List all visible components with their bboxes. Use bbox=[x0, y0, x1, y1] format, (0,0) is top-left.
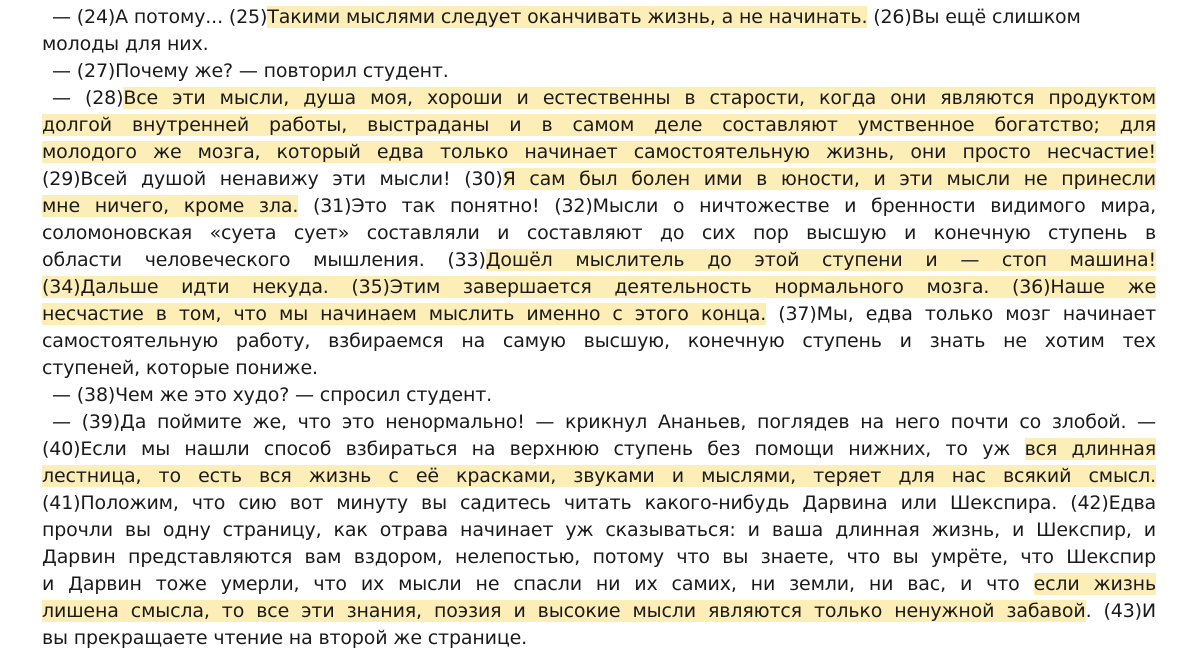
text-segment: области человеческого мышления. (33) bbox=[42, 249, 486, 271]
text-segment: — (27)Почему же? — повторил студент. bbox=[52, 60, 449, 82]
highlighted-text: несчастие в том, что мы начинаем мыслить именно с этого конца. bbox=[42, 303, 767, 325]
text-segment: вы прекращаете чтение на второй же странице. bbox=[42, 627, 528, 649]
highlighted-text: молодого же мозга, который едва только начинает самостоятельную жизнь, они просто несчастие! bbox=[42, 141, 1156, 163]
text-line bbox=[42, 139, 1156, 166]
highlighted-text: мне ничего, кроме зла. bbox=[42, 195, 299, 217]
highlighted-text: долгой внутренней работы, выстраданы и в самом деле составляют умственное богатство; для bbox=[42, 114, 1156, 136]
text-line bbox=[42, 112, 1156, 139]
highlighted-text: Все эти мысли, душа моя, хороши и естественны в старости, когда они являются продуктом bbox=[123, 87, 1156, 109]
text-line bbox=[52, 85, 1156, 112]
text-line bbox=[42, 517, 1156, 544]
text-segment: — (39)Да поймите же, что это ненормально! — крикнул Ананьев, поглядев на него почти со злобой. — bbox=[52, 411, 1156, 433]
text-line bbox=[42, 247, 1156, 274]
text-segment: самостоятельную работу, взбираемся на самую высшую, конечную ступень и знать не хотим тех bbox=[42, 330, 1156, 352]
text-line bbox=[42, 166, 1156, 193]
text-line bbox=[42, 220, 1156, 247]
text-segment: . (43)И bbox=[1085, 600, 1156, 622]
highlighted-text: вся длинная bbox=[1024, 438, 1156, 460]
text-line bbox=[42, 328, 1156, 355]
text-segment: (26)Вы ещё слишком bbox=[867, 6, 1081, 28]
text-line bbox=[42, 193, 1156, 220]
text-line bbox=[52, 382, 1156, 409]
text-segment: (40)Если мы нашли способ взбираться на верхнюю ступень без помощи нижних, то уж bbox=[42, 438, 1025, 460]
highlighted-text: Я сам был болен ими в юности, и эти мысли не принесли bbox=[502, 168, 1156, 190]
text-line bbox=[42, 490, 1156, 517]
text-segment: (31)Это так понятно! (32)Мысли о ничтожестве и бренности видимого мира, bbox=[298, 195, 1156, 217]
text-line bbox=[42, 463, 1156, 490]
text-line bbox=[52, 58, 1156, 85]
text-line bbox=[42, 436, 1156, 463]
highlighted-text: если жизнь bbox=[1033, 573, 1156, 595]
text-segment: соломоновская «суета сует» составляли и составляют до сих пор высшую и конечную ступень в bbox=[42, 222, 1156, 244]
text-line bbox=[42, 274, 1156, 301]
text-line bbox=[52, 409, 1156, 436]
text-segment: — (28) bbox=[52, 87, 124, 109]
text-segment: ступеней, которые пониже. bbox=[42, 357, 318, 379]
text-line bbox=[42, 301, 1156, 328]
text-line bbox=[42, 355, 1156, 382]
text-segment: (29)Всей душой ненавижу эти мысли! (30) bbox=[42, 168, 503, 190]
text-line bbox=[42, 625, 1156, 652]
text-segment: Дарвин представляются вам вздором, нелепостью, потому что вы знаете, что вы умрёте, что Шекспир bbox=[42, 546, 1156, 568]
text-line bbox=[42, 571, 1156, 598]
text-line bbox=[42, 598, 1156, 625]
text-segment: (41)Положим, что сию вот минуту вы садитесь читать какого-нибудь Дарвина или Шекспира. (42)Едва bbox=[42, 492, 1156, 514]
text-segment: — (24)А потому... (25) bbox=[52, 6, 268, 28]
highlighted-text: Такими мыслями следует оканчивать жизнь, а не начинать. bbox=[267, 6, 868, 28]
highlighted-text: лестница, то есть вся жизнь с её красками, звуками и мыслями, теряет для нас всякий смысл. bbox=[42, 465, 1156, 487]
text-line bbox=[42, 544, 1156, 571]
highlighted-text: (34)Дальше идти некуда. (35)Этим завершается деятельность нормального мозга. (36)Наше же bbox=[42, 276, 1156, 298]
text-line bbox=[42, 31, 1156, 58]
text-line bbox=[52, 4, 1156, 31]
highlighted-text: лишена смысла, то все эти знания, поэзия и высокие мысли являются только ненужной забавой bbox=[42, 600, 1086, 622]
highlighted-text: Дошёл мыслитель до этой ступени и — стоп машина! bbox=[485, 249, 1156, 271]
text-segment: прочли вы одну страницу, как отрава начинает уж сказываться: и ваша длинная жизнь, и Шекспир, и bbox=[42, 519, 1156, 541]
text-segment: молоды для них. bbox=[42, 33, 209, 55]
text-segment: и Дарвин тоже умерли, что их мысли не спасли ни их самих, ни земли, ни вас, и что bbox=[42, 573, 1034, 595]
text-segment: (37)Мы, едва только мозг начинает bbox=[766, 303, 1156, 325]
text-segment: — (38)Чем же это худо? — спросил студент. bbox=[52, 384, 493, 406]
